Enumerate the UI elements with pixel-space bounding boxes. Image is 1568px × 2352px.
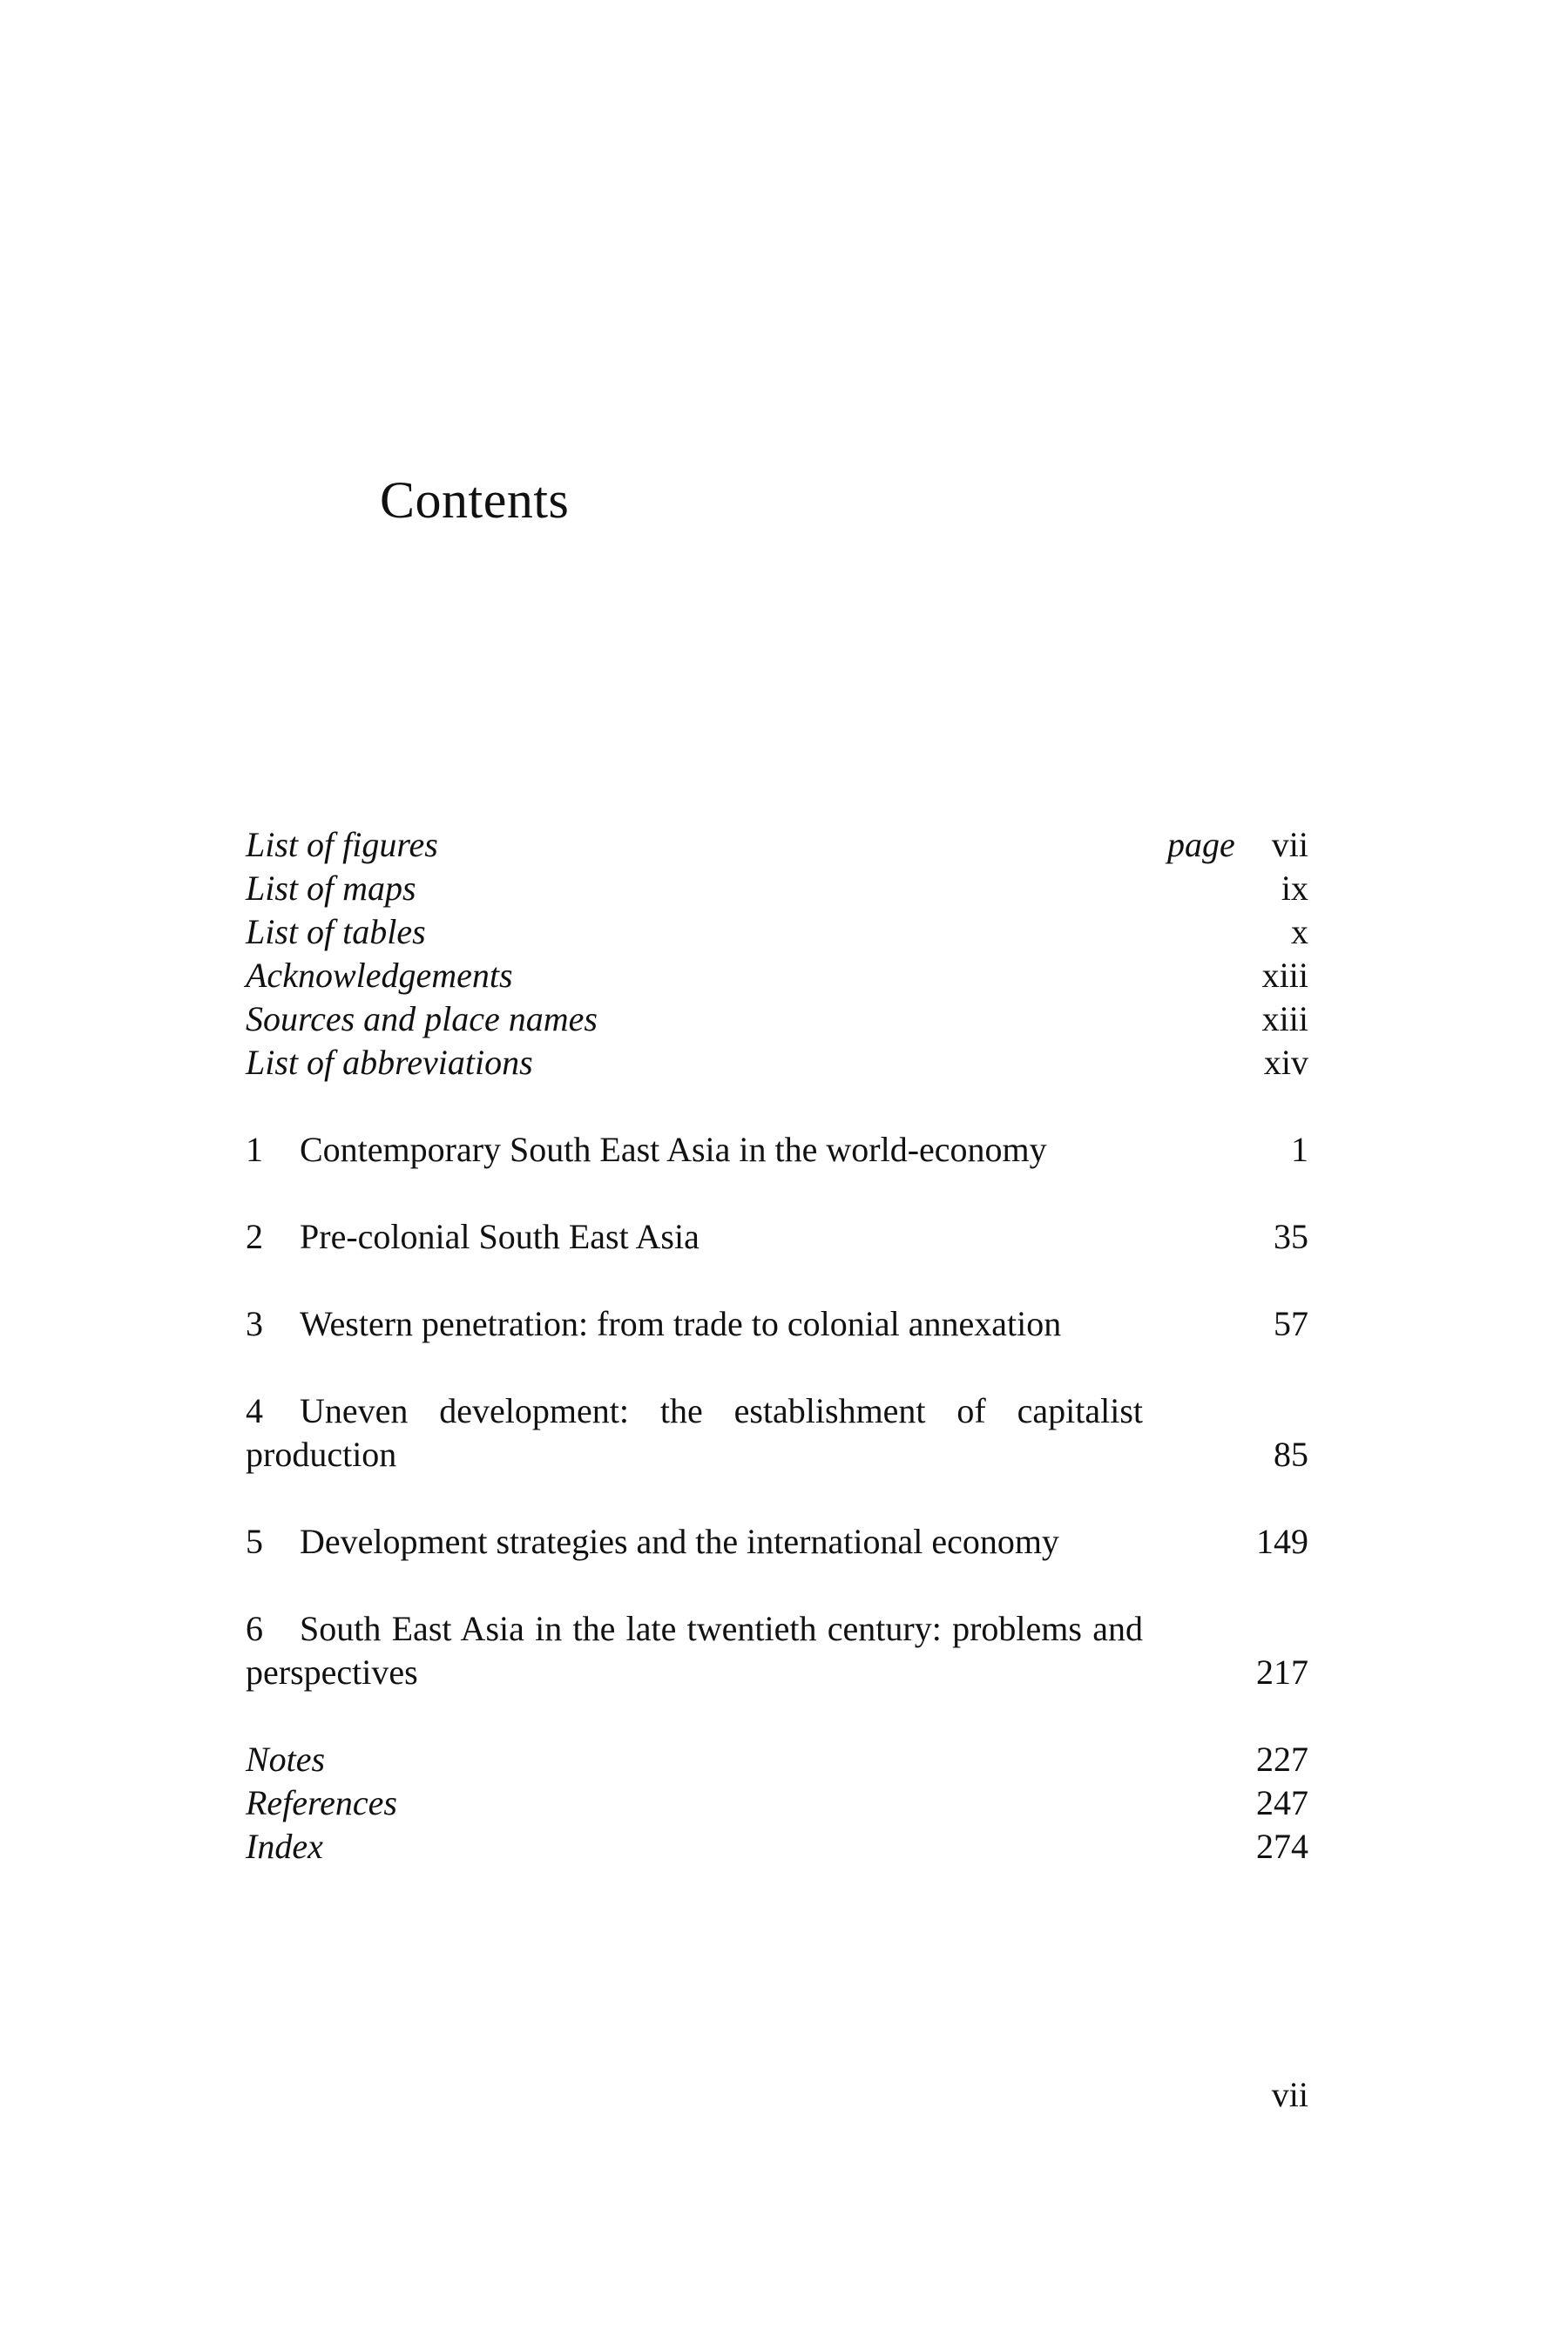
toc-entry-page: xiii [1261,956,1308,995]
toc-chapter-page: 217 [1256,1652,1308,1692]
toc-chapter-3[interactable] [246,1302,1308,1346]
toc-entry-page: x [1291,912,1308,951]
toc-chapter-label [246,1128,1143,1172]
chapter-number: 1 [246,1130,263,1169]
toc-entry-page: ix [1281,868,1308,908]
toc-entry-page: xiv [1263,1043,1308,1082]
page-title: Contents [380,471,570,529]
toc-chapter-label [246,1520,1143,1564]
toc-chapter-page: 149 [1256,1522,1308,1561]
toc-entry-label: Notes [246,1740,326,1779]
chapter-title: Contemporary South East Asia in the world-economy [300,1130,1047,1169]
chapter-number: 3 [246,1304,263,1343]
toc-entry-list-of-abbreviations[interactable] [246,1041,1308,1085]
toc-entry-label: List of maps [246,868,416,908]
toc-entry-references[interactable] [246,1781,1308,1825]
toc-chapter-4[interactable] [246,1389,1308,1477]
toc-entry-page: 227 [1256,1740,1308,1779]
toc-chapter-label [246,1607,1143,1694]
toc-chapter-2[interactable] [246,1215,1308,1259]
toc-chapter-label [246,1302,1143,1346]
toc-entry-page: 247 [1256,1783,1308,1822]
toc-entry-index[interactable] [246,1825,1308,1869]
chapter-number: 6 [246,1609,263,1648]
toc-chapter-page: 85 [1274,1435,1308,1474]
page-folio: vii [1271,2075,1308,2114]
toc-chapter-1[interactable] [246,1128,1308,1172]
toc-entry-label: References [246,1783,397,1822]
toc-entry-label: Index [246,1827,323,1866]
toc-entry-list-of-maps[interactable] [246,867,1308,910]
toc-chapter-page: 1 [1291,1130,1308,1169]
toc-chapter-page: 35 [1274,1217,1308,1256]
toc-entry-page: 274 [1256,1827,1308,1866]
toc-entry-notes[interactable] [246,1738,1308,1781]
toc-entry-acknowledgements[interactable] [246,954,1308,997]
chapter-title: South East Asia in the late twentieth century: problems and perspectives [246,1609,1143,1692]
chapter-title: Development strategies and the international economy [300,1522,1059,1561]
toc-chapter-label [246,1215,1143,1259]
toc-chapter-label [246,1389,1143,1477]
toc-entry-label: List of tables [246,912,426,951]
chapter-title: Uneven development: the establishment of capitalist production [246,1391,1143,1474]
toc-entry-list-of-figures[interactable] [246,823,1308,867]
toc-entry-sources-and-place-names[interactable] [246,997,1308,1041]
toc-entry-label: List of abbreviations [246,1043,533,1082]
chapter-title: Western penetration: from trade to colonial annexation [300,1304,1062,1343]
page-label: page [1167,825,1235,864]
toc-entry-list-of-tables[interactable] [246,910,1308,954]
toc-entry-label: Sources and place names [246,999,598,1038]
toc-chapter-6[interactable] [246,1607,1308,1694]
toc-chapter-5[interactable] [246,1520,1308,1564]
chapter-number: 4 [246,1391,263,1430]
toc-entry-label: List of figures [246,825,438,864]
chapter-number: 2 [246,1217,263,1256]
toc-entry-label: Acknowledgements [246,956,513,995]
chapter-number: 5 [246,1522,263,1561]
toc-entry-page: xiii [1261,999,1308,1038]
toc-chapter-page: 57 [1274,1304,1308,1343]
chapter-title: Pre-colonial South East Asia [300,1217,700,1256]
toc-entry-page: vii [1271,825,1308,864]
